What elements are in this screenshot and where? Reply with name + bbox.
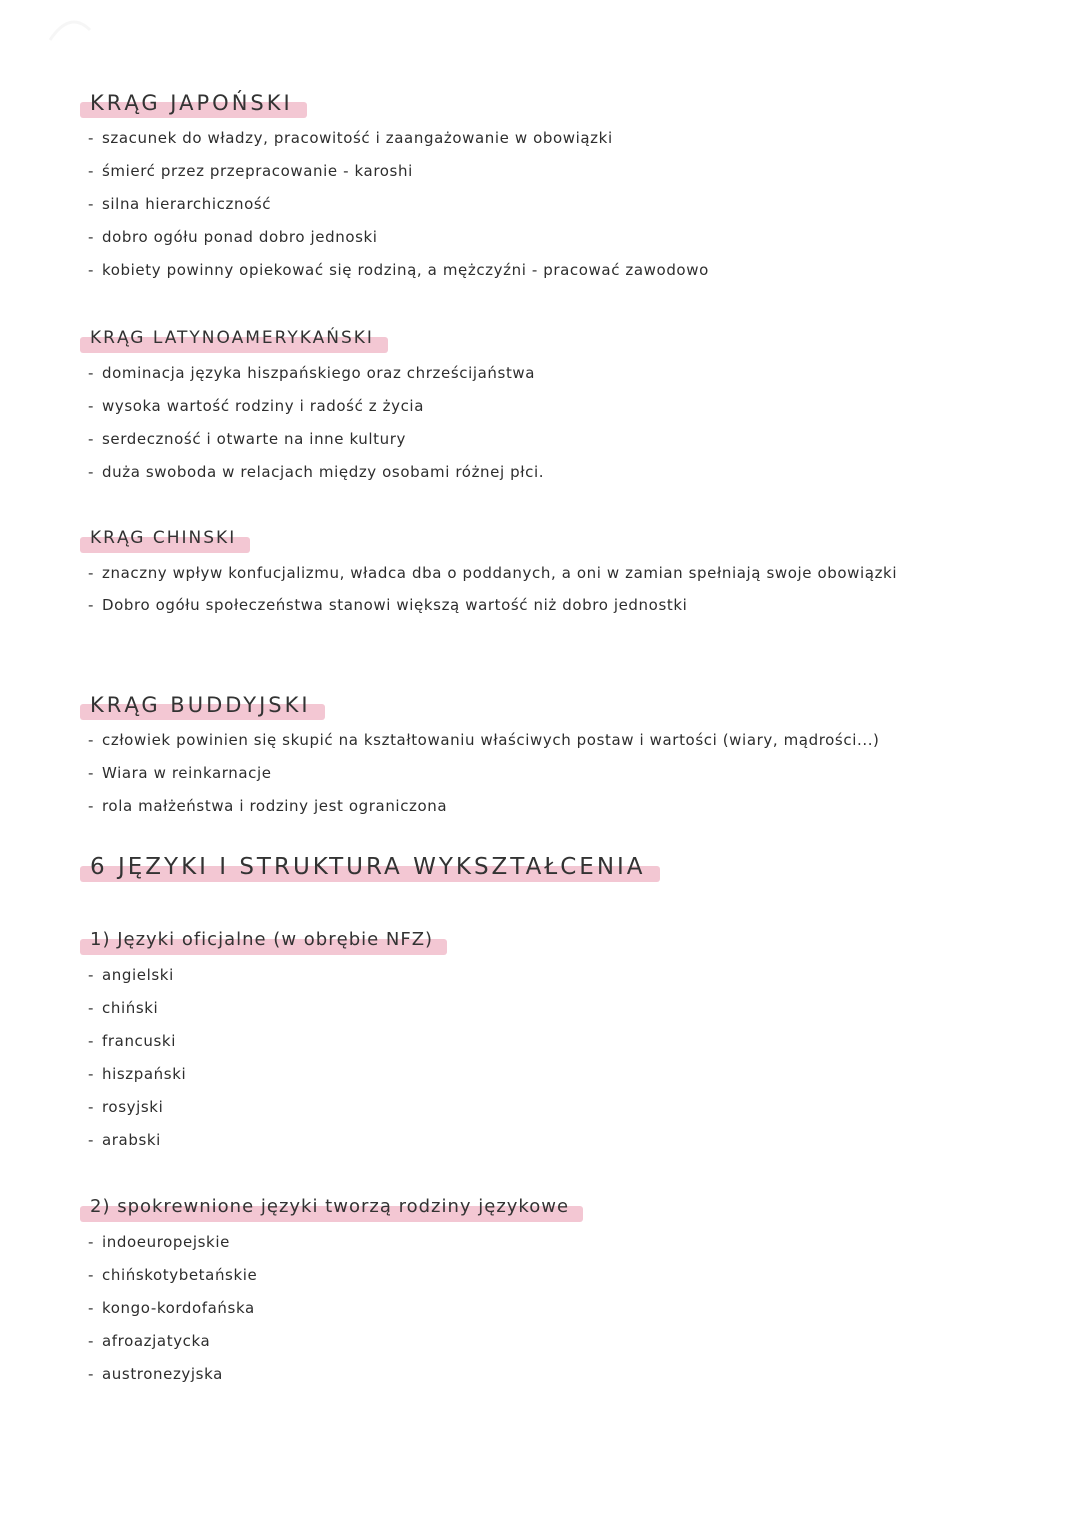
list-official-languages: [80, 959, 441, 1157]
list-item: - arabski: [88, 1124, 441, 1157]
list-item: - indoeuropejskie: [88, 1226, 577, 1259]
list-buddhist: [80, 724, 880, 823]
list-item: - śmierć przez przepracowanie - karoshi: [88, 155, 709, 188]
heading-japan: KRĄG JAPOŃSKI: [80, 88, 301, 118]
list-item: - austronezyjska: [88, 1358, 577, 1391]
heading-china: KRĄG CHINSKI: [80, 523, 244, 553]
list-item: - francuski: [88, 1025, 441, 1058]
section-china: [80, 523, 982, 622]
list-item: - chiński: [88, 992, 441, 1025]
list-item: - kongo-kordofańska: [88, 1292, 577, 1325]
heading-buddhist: KRĄG BUDDYJSKI: [80, 690, 319, 720]
list-japan: [80, 122, 709, 287]
list-item: - rola małżeństwa i rodziny jest ograniczona: [88, 790, 880, 823]
heading-latin-america: KRĄG LATYNOAMERYKAŃSKI: [80, 323, 382, 353]
list-language-families: [80, 1226, 577, 1391]
heading-language-families: 2) spokrewnione języki tworzą rodziny językowe: [80, 1192, 577, 1222]
list-item: - człowiek powinien się skupić na kształtowaniu właściwych postaw i wartości (wiary, mądrości...): [88, 724, 880, 757]
section-official-languages: [80, 925, 441, 1157]
list-item: - duża swoboda w relacjach między osobami różnej płci.: [88, 456, 544, 489]
corner-scribble-icon: [40, 10, 100, 50]
list-item: - kobiety powinny opiekować się rodziną, a mężczyźni - pracować zawodowo: [88, 254, 709, 287]
section-languages: [80, 852, 654, 882]
list-item: - Dobro ogółu społeczeństwa stanowi większą wartość niż dobro jednostki: [88, 589, 982, 622]
list-item: - dobro ogółu ponad dobro jednoski: [88, 221, 709, 254]
list-item: - hiszpański: [88, 1058, 441, 1091]
list-china: [80, 557, 982, 622]
list-item: - znaczny wpływ konfucjalizmu, władca dba o poddanych, a oni w zamian spełniają swoje obowiązki: [88, 557, 982, 589]
list-item: - chińskotybetańskie: [88, 1259, 577, 1292]
list-item: - angielski: [88, 959, 441, 992]
list-latin-america: [80, 357, 544, 489]
list-item: - szacunek do władzy, pracowitość i zaangażowanie w obowiązki: [88, 122, 709, 155]
list-item: - silna hierarchiczność: [88, 188, 709, 221]
list-item: - serdeczność i otwarte na inne kultury: [88, 423, 544, 456]
list-item: - Wiara w reinkarnacje: [88, 757, 880, 790]
section-language-families: [80, 1192, 577, 1391]
list-item: - wysoka wartość rodziny i radość z życia: [88, 390, 544, 423]
section-buddhist: [80, 690, 880, 823]
list-item: - rosyjski: [88, 1091, 441, 1124]
list-item: - dominacja języka hiszpańskiego oraz chrześcijaństwa: [88, 357, 544, 390]
heading-official-languages: 1) Języki oficjalne (w obrębie NFZ): [80, 925, 441, 955]
heading-languages: 6 JĘZYKI I STRUKTURA WYKSZTAŁCENIA: [80, 852, 654, 882]
section-japan: [80, 88, 709, 287]
section-latin-america: [80, 323, 544, 489]
list-item: - afroazjatycka: [88, 1325, 577, 1358]
